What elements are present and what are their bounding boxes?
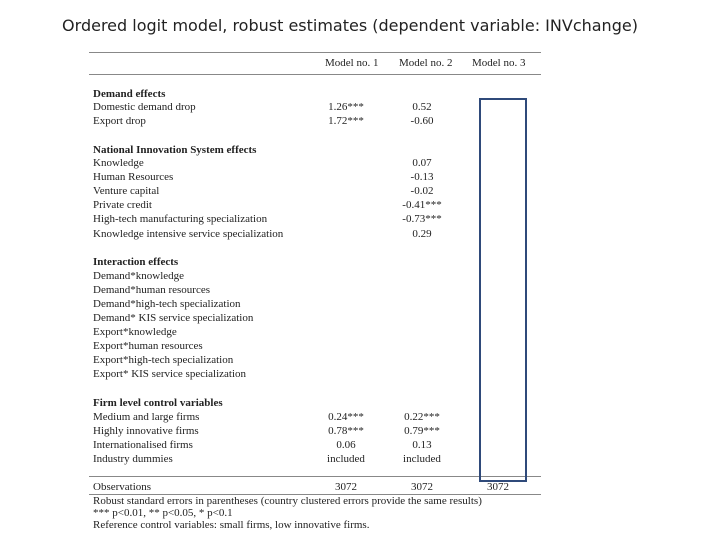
cell-model-2: -0.73*** bbox=[402, 213, 442, 225]
table-row: Export*knowledge bbox=[93, 326, 177, 338]
section-nis-effects: National Innovation System effects bbox=[93, 144, 257, 156]
cell-model-2: -0.13 bbox=[410, 171, 434, 183]
footnote-significance: *** p<0.01, ** p<0.05, * p<0.1 bbox=[93, 507, 233, 519]
cell-model-3: 3072 bbox=[487, 481, 509, 493]
table-row bbox=[93, 425, 440, 439]
table-row: Export*human resources bbox=[93, 340, 203, 352]
cell-model-1: 0.06 bbox=[336, 439, 356, 451]
cell-model-2: 0.22*** bbox=[404, 411, 440, 423]
table-row bbox=[93, 185, 434, 199]
row-label: Internationalised firms bbox=[93, 439, 193, 451]
cell-model-2: -0.60 bbox=[410, 115, 434, 127]
table-row bbox=[93, 157, 432, 171]
row-label: Venture capital bbox=[93, 185, 160, 197]
cell-model-2: 3072 bbox=[411, 481, 433, 493]
table-row bbox=[93, 213, 442, 227]
row-label: Export drop bbox=[93, 115, 146, 127]
table-row bbox=[93, 439, 432, 453]
model-3-highlight-box bbox=[479, 98, 527, 482]
table-row bbox=[93, 171, 434, 185]
cell-model-2: 0.52 bbox=[412, 101, 432, 113]
cell-model-2: -0.41*** bbox=[402, 199, 442, 211]
row-label: Human Resources bbox=[93, 171, 174, 183]
row-label: Knowledge bbox=[93, 157, 144, 169]
table-row: Export*high-tech specialization bbox=[93, 354, 234, 366]
cell-model-1: 0.78*** bbox=[328, 425, 364, 437]
table-row bbox=[93, 199, 442, 213]
section-interaction-effects: Interaction effects bbox=[93, 256, 179, 268]
row-label: Industry dummies bbox=[93, 453, 173, 465]
header-model-2: Model no. 2 bbox=[399, 57, 453, 69]
table-row bbox=[93, 101, 432, 115]
table-row bbox=[93, 411, 440, 425]
row-label: Observations bbox=[93, 481, 152, 493]
page-title: Ordered logit model, robust estimates (dependent variable: INVchange) bbox=[62, 16, 638, 35]
header-model-1: Model no. 1 bbox=[325, 57, 379, 69]
table-row: Export* KIS service specialization bbox=[93, 368, 247, 380]
cell-model-1: 1.72*** bbox=[328, 115, 364, 127]
cell-model-1: included bbox=[327, 453, 365, 465]
cell-model-2: included bbox=[403, 453, 441, 465]
cell-model-2: 0.29 bbox=[412, 228, 432, 240]
row-label: Highly innovative firms bbox=[93, 425, 199, 437]
table-row: Demand* KIS service specialization bbox=[93, 312, 254, 324]
cell-model-1: 1.26*** bbox=[328, 101, 364, 113]
header-model-3: Model no. 3 bbox=[472, 57, 526, 69]
cell-model-2: -0.02 bbox=[410, 185, 434, 197]
row-label: Domestic demand drop bbox=[93, 101, 196, 113]
row-label: Medium and large firms bbox=[93, 411, 200, 423]
header-rule bbox=[89, 74, 541, 75]
table-row: Demand*knowledge bbox=[93, 270, 185, 282]
footnote-reference-vars: Reference control variables: small firms, low innovative firms. bbox=[93, 519, 370, 531]
cell-model-2: 0.13 bbox=[412, 439, 432, 451]
table-row bbox=[93, 453, 441, 467]
top-rule bbox=[89, 52, 541, 53]
cell-model-2: 0.79*** bbox=[404, 425, 440, 437]
row-label: Private credit bbox=[93, 199, 152, 211]
observations-rule bbox=[89, 476, 541, 477]
table-row bbox=[93, 115, 434, 129]
table-row: Demand*human resources bbox=[93, 284, 210, 296]
row-label: Knowledge intensive service specialization bbox=[93, 228, 284, 240]
table-row bbox=[93, 481, 509, 495]
section-firm-level-controls: Firm level control variables bbox=[93, 397, 223, 409]
cell-model-1: 3072 bbox=[335, 481, 357, 493]
cell-model-1: 0.24*** bbox=[328, 411, 364, 423]
table-row: Demand*high-tech specialization bbox=[93, 298, 241, 310]
section-demand-effects: Demand effects bbox=[93, 88, 166, 100]
row-label: High-tech manufacturing specialization bbox=[93, 213, 268, 225]
cell-model-2: 0.07 bbox=[412, 157, 432, 169]
footnote-robust-errors: Robust standard errors in parentheses (country clustered errors provide the same results) bbox=[93, 495, 482, 507]
table-row bbox=[93, 228, 432, 242]
